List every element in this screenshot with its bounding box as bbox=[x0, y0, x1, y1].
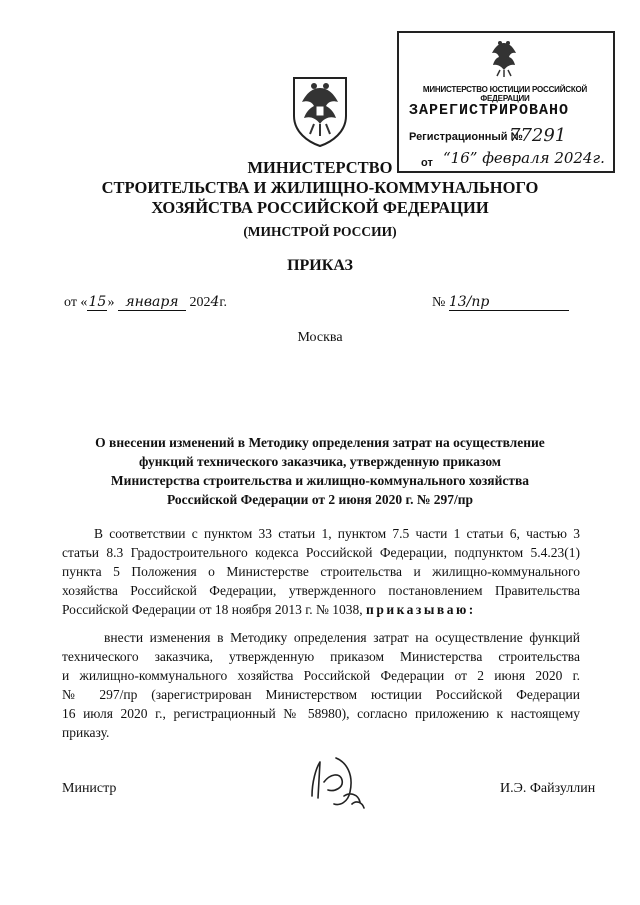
order-date bbox=[64, 294, 227, 311]
org-short-name: (МИНСТРОЙ РОССИИ) bbox=[243, 224, 397, 239]
order-paragraph bbox=[62, 628, 580, 742]
order-year-prefix: 202 bbox=[185, 295, 211, 310]
signature-icon bbox=[306, 752, 368, 812]
order-title bbox=[70, 433, 570, 509]
stamp-date-prefix: от bbox=[421, 157, 433, 169]
preamble-paragraph bbox=[62, 524, 580, 619]
text-line: внести изменения в Методику определения затрат на осуществление функций bbox=[104, 630, 580, 645]
org-name-line1: МИНИСТЕРСТВО bbox=[247, 158, 393, 177]
stamp-registered: ЗАРЕГИСТРИРОВАНО bbox=[409, 102, 570, 119]
order-number-value: 13/пр bbox=[449, 294, 569, 311]
city: Москва bbox=[297, 330, 343, 345]
text-line: технического заказчика, утвержденную приказом Министерства строительства bbox=[62, 649, 580, 664]
order-date-mid: » bbox=[107, 295, 118, 310]
stamp-reg-number-label: Регистрационный № bbox=[409, 131, 523, 143]
text-line: пункта 5 Положения о Министерстве строительства и жилищно-коммунального bbox=[62, 564, 580, 579]
title-line: О внесении изменений в Методику определения затрат на осуществление bbox=[95, 435, 545, 450]
stamp-emblem-icon bbox=[487, 39, 521, 79]
order-year-end: г. bbox=[219, 295, 228, 310]
text-line bbox=[62, 600, 580, 619]
org-name-line3: ХОЗЯЙСТВА РОССИЙСКОЙ ФЕДЕРАЦИИ bbox=[151, 198, 489, 217]
text-line: В соответствии с пунктом 33 статьи 1, пунктом 7.5 части 1 статьи 6, частью 3 bbox=[94, 526, 580, 541]
stamp-reg-number: 77291 bbox=[509, 125, 567, 146]
title-line: функций технического заказчика, утвержденную приказом bbox=[138, 454, 502, 469]
registration-stamp bbox=[397, 31, 615, 173]
order-day: 15 bbox=[88, 294, 107, 310]
order-command: приказываю: bbox=[366, 602, 476, 617]
title-line: Российской Федерации от 2 июня 2020 г. № 297/пр bbox=[166, 492, 474, 507]
order-number-prefix: № bbox=[432, 295, 446, 310]
text-line: № 297/пр (зарегистрирован Министерством юстиции Российской Федерации bbox=[62, 687, 580, 702]
text-line: приказу. bbox=[62, 725, 110, 740]
text-line-end: Российской Федерации от 18 ноября 2013 г. № 1038, bbox=[62, 602, 363, 617]
text-line: статьи 8.3 Градостроительного кодекса Российской Федерации, подпунктом 5.4.23(1) bbox=[62, 545, 580, 560]
title-line: Министерства строительства и жилищно-коммунального хозяйства bbox=[110, 473, 530, 488]
state-emblem-icon bbox=[288, 72, 352, 148]
stamp-date: “16” февраля 2024г. bbox=[443, 149, 605, 167]
org-name-line2: СТРОИТЕЛЬСТВА И ЖИЛИЩНО-КОММУНАЛЬНОГО bbox=[101, 178, 539, 197]
text-line: 16 июля 2020 г., регистрационный № 58980), согласно приложению к настоящему bbox=[62, 706, 580, 721]
text-line: и жилищно-коммунального хозяйства Российской Федерации от 2 июня 2020 г. bbox=[62, 668, 580, 683]
order-date-prefix: от « bbox=[64, 295, 88, 310]
text-line: хозяйства Российской Федерации, утвержденного постановлением Правительства bbox=[62, 583, 580, 598]
order-month: января bbox=[118, 294, 186, 311]
document-type: ПРИКАЗ bbox=[287, 257, 353, 274]
signer-name: И.Э. Файзуллин bbox=[500, 781, 596, 796]
signer-position: Министр bbox=[62, 781, 117, 796]
order-number bbox=[432, 294, 569, 311]
stamp-ministry: МИНИСТЕРСТВО ЮСТИЦИИ РОССИЙСКОЙ ФЕДЕРАЦИИ bbox=[422, 85, 588, 103]
order-year-suffix: 4 bbox=[210, 294, 220, 310]
